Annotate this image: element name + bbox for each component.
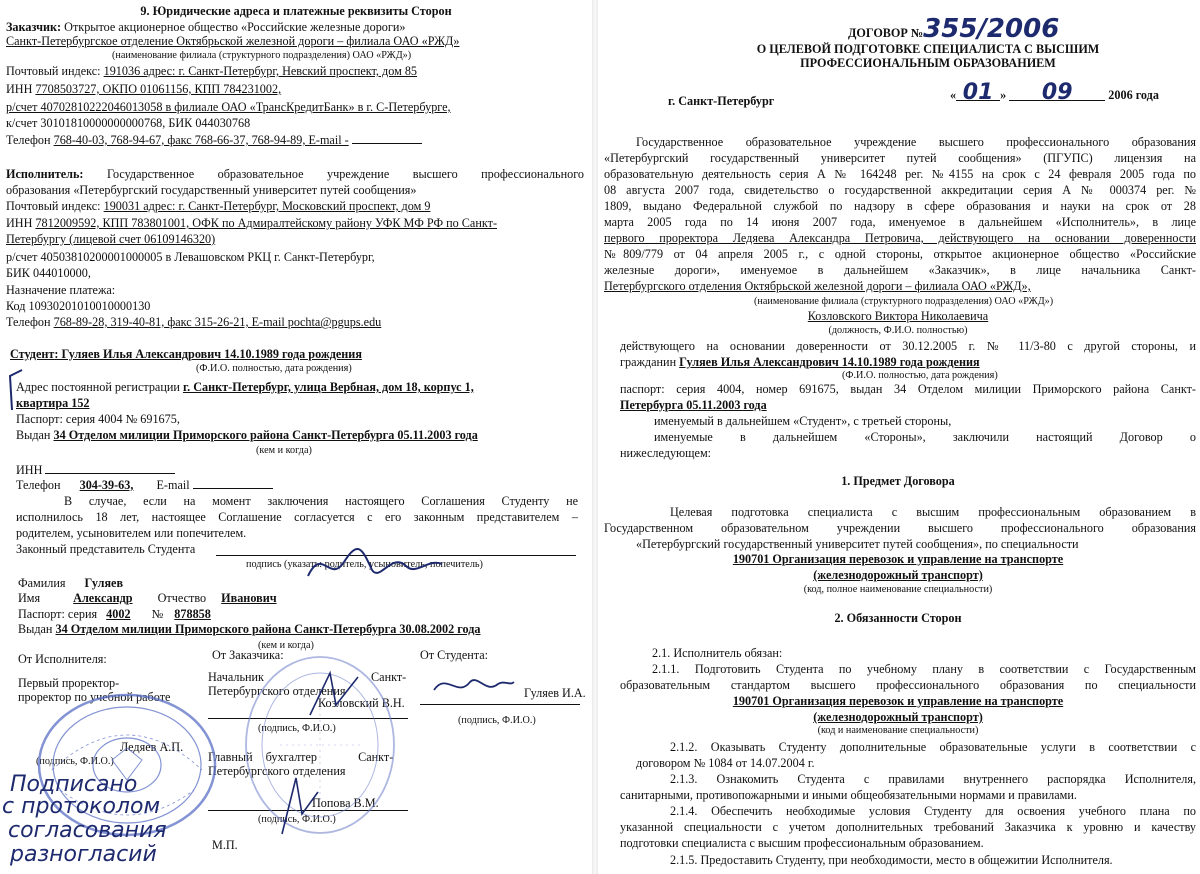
student-note: (Ф.И.О. полностью, дата рождения) xyxy=(196,363,352,374)
student-issued: Выдан 34 Отделом милиции Приморского района Санкт-Петербурга 05.11.2003 года xyxy=(16,428,478,442)
customer-name: Открытое акционерное общество «Российские железные дороги» xyxy=(64,20,406,34)
customer-sign-fio: (подпись, Ф.И.О.) xyxy=(258,723,336,734)
s2-1-2-line-1: 2.1.2. Оказывать Студенту дополнительные образовательные услуги в соответствии с xyxy=(670,740,1196,754)
accountant-title: Главный бухгалтер Санкт- xyxy=(208,750,394,764)
student-registration-2: квартира 152 xyxy=(16,396,90,410)
preamble-line-6: марта 2005 года по 14 июня 2007 года, именуемое в дальнейшем «Исполнитель», в лице xyxy=(604,215,1196,229)
contract-date: « 01 » 09 2006 года xyxy=(950,80,1159,105)
executor-line-2: образования «Петербургский государственный университет путей сообщения» xyxy=(6,183,417,197)
specialty-note-2: (код и наименование специальности) xyxy=(817,725,979,736)
specialty-repeat-1: 190701 Организация перевозок и управление на транспорте xyxy=(732,694,1064,708)
s2-1-3-line-2: санитарными, противопожарными и иными общеобязательными нормами и правилами. xyxy=(620,788,1077,802)
executor-bik: БИК 044010000, xyxy=(6,266,91,280)
contract-title: ДОГОВОР №355/2006 xyxy=(848,14,1060,44)
citizen-note: (Ф.И.О. полностью, дата рождения) xyxy=(842,370,998,381)
s1-line-3: «Петербургский государственный университет путей сообщения», по специальности xyxy=(636,537,1079,551)
s2-1-2-line-2: договором № 1084 от 14.07.2004 г. xyxy=(636,756,815,770)
customer-branch-note: (наименование филиала (структурного подразделения) ОАО «РЖД») xyxy=(112,50,412,61)
payment-purpose: Назначение платежа: xyxy=(6,283,116,297)
customer-phone: Телефон 768-40-03, 768-94-67, факс 768-66-37, 768-94-89, E-mail - xyxy=(6,133,422,147)
student-registration: Адрес постоянной регистрации г. Санкт-Петербург, улица Вербная, дом 18, корпус 1, xyxy=(16,380,474,394)
contract-title-3: ПРОФЕССИОНАЛЬНЫМ ОБРАЗОВАНИЕМ xyxy=(800,56,1056,70)
executor-inn: ИНН 7812009592, КПП 783801001, ОФК по Адмиралтейскому району УФК МФ РФ по Санкт- xyxy=(6,216,498,230)
below-line: нижеследующем: xyxy=(620,446,712,460)
student-sign-line xyxy=(420,704,580,705)
preamble-line-4: 08 августа 2007 года, свидетельство о государственной аккредитации серия А № 000374 рег. № xyxy=(604,183,1196,197)
specialty-1: 190701 Организация перевозок и управление на транспорте xyxy=(732,552,1064,566)
handwritten-note-2: с протоколом xyxy=(2,794,161,819)
date-month: 09 xyxy=(1009,86,1105,101)
customer-branch: Санкт-Петербургское отделение Октябрьской железной дороги – филиала ОАО «РЖД» xyxy=(6,34,460,48)
from-executor: От Исполнителя: xyxy=(18,652,107,666)
preamble-line-3: образовательную деятельность серия А № 164248 рег. №4155 на срок с 24 февраля 2005 года по xyxy=(604,167,1196,181)
executor-inn-2: Петербургу (лицевой счет 06109146320) xyxy=(6,232,216,246)
accountant-sign-fio: (подпись, Ф.И.О.) xyxy=(258,814,336,825)
s2-1-4-line-2: указанной специальности с учетом дополнительных требований Заказчика к уровню и качеству xyxy=(620,820,1196,834)
specialty-2: (железнодорожный транспорт) xyxy=(813,568,983,582)
minor-clause-3: родителем, усыновителем или попечителем. xyxy=(16,526,247,540)
customer-corr: к/счет 30101810000000000768, БИК 044030768 xyxy=(6,116,251,130)
customer-sign-name: Козловский В.Н. xyxy=(318,696,405,710)
s2-1-4-line-1: 2.1.4. Обеспечить необходимые условия Студенту для освоения учебного плана по xyxy=(670,804,1196,818)
student-issued-note: (кем и когда) xyxy=(256,445,312,456)
seal-mp: М.П. xyxy=(212,838,238,852)
s2-1-3-line-1: 2.1.3. Ознакомить Студента с правилами внутреннего распорядка Исполнителя, xyxy=(670,772,1196,786)
contract-number: 355/2006 xyxy=(923,14,1060,44)
margin-mark-icon xyxy=(4,366,26,416)
section-1-heading: 1. Предмет Договора xyxy=(841,474,955,488)
executor-sign-title-2: проректор по учебной работе xyxy=(18,690,171,704)
executor-line-1: Исполнитель: Государственное образовательное учреждение высшего профессионального xyxy=(6,167,584,181)
passport-line-2: Петербурга 05.11.2003 года xyxy=(620,398,767,412)
accountant-signature-icon xyxy=(270,770,330,840)
rep-name: Козловского Виктора Николаевича xyxy=(807,309,989,323)
legal-rep-signature-icon xyxy=(300,540,450,588)
student-sign-name: Гуляев И.А. xyxy=(524,686,586,700)
s1-line-1: Целевая подготовка специалиста с высшим профессиональным образованием в xyxy=(670,505,1196,519)
citizen-line: гражданин Гуляев Илья Александрович 14.10.1989 года рождения xyxy=(620,355,980,369)
customer-inn: ИНН 7708503727, ОКПО 01061156, КПП 784231002, xyxy=(6,82,282,96)
left-page xyxy=(0,0,592,874)
named-parties: именуемые в дальнейшем «Стороны», заключили настоящий Договор о xyxy=(654,430,1196,444)
customer-sign-title-2: Петербургского отделения xyxy=(208,684,346,698)
basis-line: действующего на основании доверенности от 30.12.2005 г. № 11/3-80 с другой стороны, и xyxy=(620,339,1196,353)
preamble-line-5: 1809, выдано Федеральной службой по надзору в сфере образования и науки на срок от 28 xyxy=(604,199,1196,213)
branch-note: (наименование филиала (структурного подразделения) ОАО «РЖД») xyxy=(754,296,1054,307)
date-day: 01 xyxy=(956,86,1000,101)
executor-sign-name: Ледяев А.П. xyxy=(120,740,184,754)
rep-note: (должность, Ф.И.О. полностью) xyxy=(828,325,968,336)
from-customer: От Заказчика: xyxy=(212,648,284,662)
customer-address: Почтовый индекс: 191036 адрес: г. Санкт-Петербург, Невский проспект, дом 85 xyxy=(6,64,418,78)
student-line: Студент: Гуляев Илья Александрович 14.10.1989 года рождения xyxy=(10,347,362,361)
student-signature-icon xyxy=(428,668,518,704)
preamble-line-7: первого проректора Ледяева Александра Петровича, действующего на основании доверенности xyxy=(604,231,1196,245)
minor-clause-2: исполнилось 18 лет, настоящее Соглашение согласуется с его законным представителем – xyxy=(16,510,578,524)
accountant-title-2: Петербургского отделения xyxy=(208,764,346,778)
preamble-line-8: №809/779 от 04 апреля 2005 г., с одной стороны, открытое акционерное общество «Российские xyxy=(604,247,1196,261)
accountant-name: Попова В.М. xyxy=(312,796,379,810)
s2-1-1-line-2: образовательным стандартом высшего профессионального образования по специальности xyxy=(620,678,1196,692)
s1-line-2: Государственном образовательном учреждении высшего профессионального образования xyxy=(604,521,1196,535)
s2-1-1-line-1: 2.1.1. Подготовить Студента по учебному плану в соответствии с Государственным xyxy=(652,662,1196,676)
customer-line xyxy=(6,20,406,34)
customer-signature-icon xyxy=(300,665,370,725)
contract-title-2: О ЦЕЛЕВОЙ ПОДГОТОВКЕ СПЕЦИАЛИСТА С ВЫСШИМ xyxy=(756,42,1100,56)
parent-surname: Фамилия Гуляев xyxy=(18,576,124,590)
right-page xyxy=(598,0,1200,874)
customer-account: р/счет 40702810222046013058 в филиале ОАО «ТрансКредитБанк» в г. С-Петербурге, xyxy=(6,100,451,114)
s2-1-5: 2.1.5. Предоставить Студенту, при необходимости, место в общежитии Исполнителя. xyxy=(670,853,1113,867)
specialty-repeat-2: (железнодорожный транспорт) xyxy=(813,710,983,724)
section-9-heading: 9. Юридические адреса и платежные реквизиты Сторон xyxy=(140,4,452,18)
student-phone: Телефон 304-39-63, E-mail xyxy=(16,478,273,492)
executor-phone: Телефон 768-89-28, 319-40-81, факс 315-26-21, E-mail pochta@pgups.edu xyxy=(6,315,382,329)
specialty-note: (код, полное наименование специальности) xyxy=(803,584,993,595)
contract-city: г. Санкт-Петербург xyxy=(668,94,775,108)
student-inn: ИНН xyxy=(16,463,175,477)
preamble-line-1: Государственное образовательное учреждение высшего профессионального образования xyxy=(636,135,1196,149)
customer-sign-title: Начальник Санкт- xyxy=(208,670,407,684)
passport-line-1: паспорт: серия 4004, номер 691675, выдан 34 Отделом милиции Приморского района Санкт- xyxy=(620,382,1196,396)
preamble-line-9: железные дороги», именуемое в дальнейшем «Заказчик», в лице начальника Санкт- xyxy=(604,263,1196,277)
from-student: От Студента: xyxy=(420,648,489,662)
named-student: именуемый в дальнейшем «Студент», с третьей стороны, xyxy=(654,414,952,428)
parent-name: Имя Александр Отчество Иванович xyxy=(18,591,277,605)
s2-1-4-line-3: подготовки специалиста с высшим профессиональным образованием. xyxy=(620,836,984,850)
executor-sign-title-1: Первый проректор- xyxy=(18,676,120,690)
handwritten-note-4: разногласий xyxy=(10,842,157,867)
parent-issued: Выдан 34 Отделом милиции Приморского района Санкт-Петербурга 30.08.2002 года xyxy=(18,622,481,636)
s2-1: 2.1. Исполнитель обязан: xyxy=(652,646,783,660)
handwritten-note-1: Подписано xyxy=(10,772,138,797)
student-sign-fio: (подпись, Ф.И.О.) xyxy=(458,715,536,726)
handwritten-note-3: согласования xyxy=(8,818,167,843)
executor-address: Почтовый индекс: 190031 адрес: г. Санкт-Петербург, Московский проспект, дом 9 xyxy=(6,199,431,213)
executor-account: р/счет 40503810200001000005 в Левашовском РКЦ г. Санкт-Петербург, xyxy=(6,250,375,264)
legal-representative: Законный представитель Студента xyxy=(16,542,196,556)
executor-sign-fio: (подпись, Ф.И.О.) xyxy=(36,756,114,767)
minor-clause-1: В случае, если на момент заключения настоящего Соглашения Студенту не xyxy=(64,494,578,508)
parent-passport: Паспорт: серия 4002 № 878858 xyxy=(18,607,211,621)
parent-issued-note: (кем и когда) xyxy=(258,640,314,651)
legal-rep-note: подпись (указать: родитель, усыновитель, попечитель) xyxy=(246,559,483,570)
preamble-line-2: «Петербургский государственный университет путей сообщения» (ПГУПС) лицензия на xyxy=(604,151,1196,165)
student-passport: Паспорт: серия 4004 № 691675, xyxy=(16,412,180,426)
payment-code: Код 10930201010010000130 xyxy=(6,299,151,313)
preamble-line-10: Петербургского отделения Октябрьской железной дороги – филиала ОАО «РЖД», xyxy=(604,279,1031,293)
customer-label: Заказчик: xyxy=(6,20,62,34)
section-2-heading: 2. Обязанности Сторон xyxy=(834,611,962,625)
